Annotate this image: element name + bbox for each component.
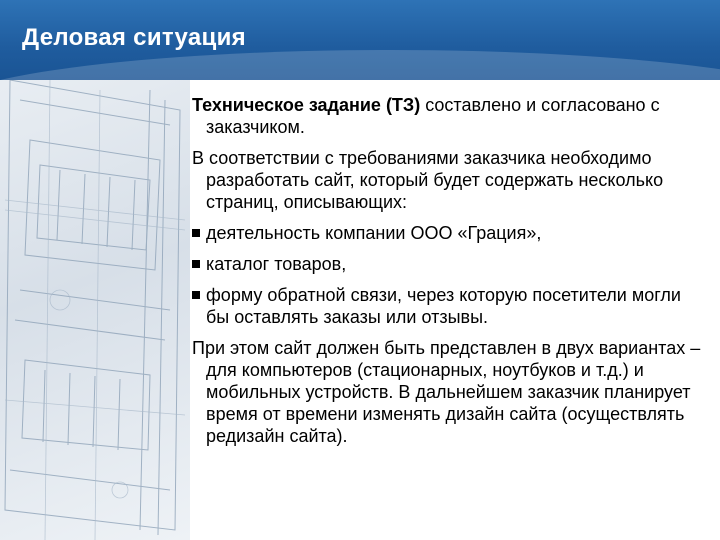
paragraph-variants: При этом сайт должен быть представлен в двух вариантах – для компьютеров (стационарных, ноутбуков и т.д.) и мобильных устройств. В дальнейшем заказчик планирует время от времени изменять дизайн сайта (осуществлять редизайн сайта). <box>192 338 701 446</box>
bullet-square-icon <box>192 260 200 268</box>
list-item <box>190 222 705 244</box>
content-text <box>190 94 705 456</box>
bullet-text: форму обратной связи, через которую посетители могли бы оставлять заказы или отзывы. <box>206 285 681 327</box>
slide-title: Деловая ситуация <box>22 24 246 51</box>
blueprint-image <box>0 70 190 540</box>
bullet-text: каталог товаров, <box>206 254 347 274</box>
paragraph-requirements: В соответствии с требованиями заказчика необходимо разработать сайт, который будет содержать несколько страниц, описывающих: <box>192 148 664 212</box>
list-item <box>190 284 705 328</box>
blueprint-drawing <box>0 70 190 540</box>
tz-rest: составлено и согласовано с заказчиком. <box>206 95 660 137</box>
bullet-text: деятельность компании ООО «Грация», <box>206 223 542 243</box>
paragraph-tz <box>190 94 705 138</box>
list-item <box>190 253 705 275</box>
bullet-square-icon <box>192 291 200 299</box>
bullet-square-icon <box>192 229 200 237</box>
header-swoosh <box>0 50 720 80</box>
header-bar <box>0 0 720 80</box>
tz-bold: Техническое задание (ТЗ) <box>192 95 421 115</box>
